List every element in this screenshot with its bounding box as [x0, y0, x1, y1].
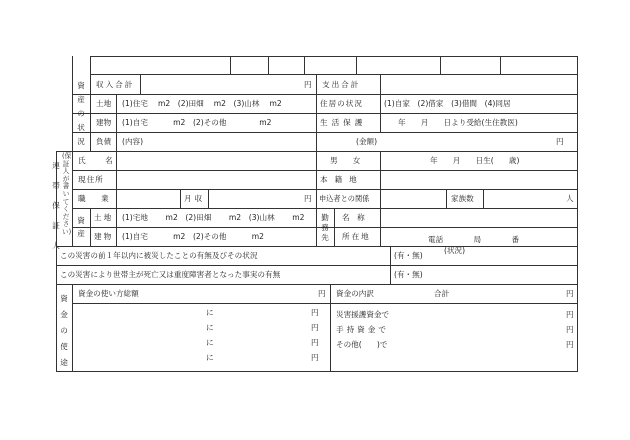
rule-guarantor-top [56, 151, 578, 152]
guarantor-work-name-label: 名 称 [342, 213, 365, 222]
funds-own: 手持資金で [336, 325, 389, 334]
rule-assets-1 [72, 94, 578, 95]
assets-section-label: 資 産 の 状 況 [77, 81, 85, 146]
disaster-q1: この災害の前１年以内に被災したことの有無及びその状況 [60, 251, 258, 260]
rule-funds-header [72, 303, 578, 304]
guarantor-side-sub: (保 証 人 が 書 い て く だ さ い) [62, 152, 72, 236]
guarantor-work-label: 勤 務 先 [321, 213, 329, 242]
funds-total-unit: 円 [566, 289, 574, 298]
funds-own-unit: 円 [566, 325, 574, 334]
guarantor-land-label: 土地 [94, 213, 114, 222]
rule-top-strip [90, 74, 578, 75]
disaster-q1-answer: (有・無) [394, 251, 423, 260]
disaster-q1-status: (状況) [444, 246, 466, 255]
rule-guarantor-2 [72, 189, 578, 190]
guarantor-phone-label: 電話 局 番 [428, 235, 520, 244]
funds-usage-row-unit: 円 [311, 353, 319, 362]
expense-total-label: 支出合計 [322, 80, 361, 89]
rule-funds-mid [330, 284, 331, 372]
rule-work-label-right [334, 208, 335, 247]
rule-guarantor-item-col [116, 208, 117, 247]
guarantor-family-unit: 人 [566, 194, 574, 203]
funds-other-unit: 円 [566, 340, 574, 349]
funds-usage-row: に [206, 308, 214, 317]
debt-amount-label: (金額) [356, 137, 378, 146]
funds-usage-label: 資金の使い方総額 [78, 289, 139, 298]
debt-unit: 円 [556, 137, 564, 146]
funds-usage-row: に [206, 338, 214, 347]
rule-label-col [72, 151, 73, 247]
assets-building-label: 建物 [96, 118, 112, 127]
rule-top [90, 56, 578, 57]
rule-item-col [116, 94, 117, 151]
disaster-q2: この災害により世帯主が死亡又は重度障害者となった事実の有無 [60, 270, 281, 279]
guarantor-name-label: 氏 名 [78, 156, 119, 165]
guarantor-address-label: 現住所 [78, 175, 104, 184]
rule-strip-1 [230, 56, 231, 74]
rule-strip-6 [500, 56, 501, 74]
rule-assets-3 [72, 132, 578, 133]
funds-breakdown-label: 資金の内訳 [336, 289, 374, 298]
assets-land-items: (1)住宅 m2 (2)田畑 m2 (3)山林 m2 [122, 99, 282, 108]
guarantor-domicile-label: 本籍地 [320, 175, 364, 184]
rule-mid-right [380, 74, 381, 132]
funds-total-label: 合計 [434, 289, 450, 298]
guarantor-land-items: (1)宅地 m2 (2)田畑 m2 (3)山林 m2 [122, 213, 305, 222]
funds-other: その他( )で [336, 340, 388, 349]
debt-label: 負債 [96, 137, 112, 146]
guarantor-building-items: (1)自宅 m2 (2)その他 m2 [122, 232, 264, 241]
guarantor-birth: 年 月 日生( 歳) [430, 156, 520, 165]
rule-strip-4 [356, 56, 357, 74]
guarantor-monthly-income-label: 月収 [184, 194, 206, 203]
guarantor-job-label: 職 業 [78, 194, 113, 203]
housing-label: 住居の状況 [320, 99, 363, 108]
rule-assets-col-top [90, 56, 91, 152]
rule-guarantor-1 [72, 170, 578, 171]
housing-options: (1)自家 (2)借家 (3)借間 (4)同居 [384, 99, 511, 108]
rule-income-unit-col [140, 74, 141, 94]
disaster-q2-answer: (有・無) [394, 270, 423, 279]
funds-usage-row-unit: 円 [311, 338, 319, 347]
rule-strip-2 [268, 56, 269, 74]
rule-work-val-left [380, 208, 381, 247]
funds-relief-unit: 円 [566, 310, 574, 319]
debt-content: (内容) [122, 137, 144, 146]
rule-assets-2 [72, 113, 578, 114]
rule-strip-5 [440, 56, 441, 74]
welfare-label: 生活保護 [320, 118, 367, 127]
assets-land-label: 土地 [96, 99, 112, 108]
rule-right [577, 56, 578, 372]
rule-gender-right [380, 151, 381, 170]
rule-label-col-top [72, 56, 73, 152]
rule-bottom [56, 371, 578, 372]
funds-usage-unit: 円 [318, 289, 326, 298]
rule-mid [316, 74, 317, 247]
welfare-text: 年 月 日より受給(生住教医) [398, 118, 518, 127]
rule-guarantor-3 [72, 208, 578, 209]
funds-usage-row-unit: 円 [311, 323, 319, 332]
rule-income-col [180, 189, 181, 208]
income-total-unit: 円 [304, 80, 312, 89]
guarantor-family-label: 家族数 [451, 194, 474, 203]
rule-guarantor-asset-col [90, 208, 91, 247]
rule-family-right [483, 189, 484, 208]
income-total-label: 収入合計 [96, 80, 135, 89]
guarantor-gender: 男 女 [330, 156, 361, 165]
assets-building-items: (1)自宅 m2 (2)その他 m2 [122, 118, 272, 127]
rule-strip-3 [304, 56, 305, 74]
rule-income-col2 [208, 189, 209, 208]
guarantor-monthly-income-unit: 円 [304, 194, 312, 203]
rule-disaster-mid [390, 246, 391, 285]
funds-usage-row: に [206, 353, 214, 362]
rule-funds-top [56, 284, 578, 285]
rule-disaster-mid [56, 265, 578, 266]
rule-domicile-right [380, 170, 381, 189]
guarantor-work-address-label: 所在地 [342, 232, 371, 241]
rule-relation-right [380, 189, 381, 208]
rule-disaster-top [56, 246, 578, 247]
funds-side-label: 資 金 の 使 途 [60, 294, 68, 367]
rule-funds-label-col [72, 284, 73, 372]
guarantor-assets-label: 資 産 [77, 216, 85, 238]
guarantor-relation-label: 申込者との関係 [319, 194, 370, 203]
funds-usage-row-unit: 円 [311, 308, 319, 317]
funds-relief: 災害援護資金で [336, 310, 390, 319]
guarantor-building-label: 建物 [94, 232, 114, 241]
rule-family-left [446, 189, 447, 208]
funds-usage-row: に [206, 323, 214, 332]
guarantor-side-label: 連 帯 保 証 人 [52, 161, 60, 250]
